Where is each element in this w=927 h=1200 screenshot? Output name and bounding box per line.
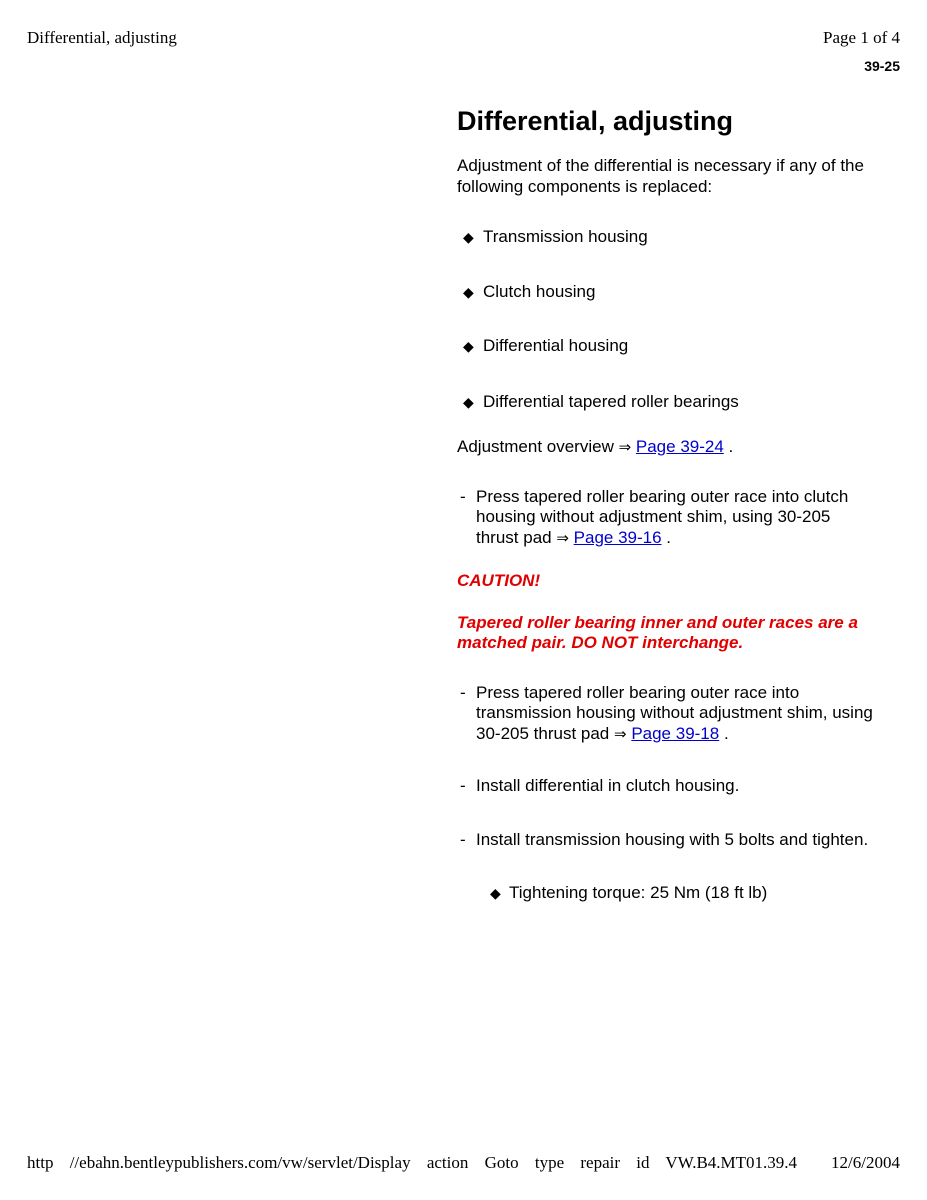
step-item <box>457 776 877 797</box>
torque-spec: Tightening torque: 25 Nm (18 ft lb) <box>509 883 768 902</box>
component-label: Differential housing <box>483 336 629 355</box>
step-item <box>457 487 877 549</box>
list-item <box>457 883 877 904</box>
period: . <box>666 527 672 547</box>
step-dash: - <box>460 829 466 849</box>
arrow-right-icon: ⇒ <box>556 528 569 547</box>
main-content <box>457 104 877 904</box>
period: . <box>728 437 734 456</box>
intro-paragraph: Adjustment of the differential is necessary if any of the following components is replaced: <box>457 156 864 196</box>
step-dash: - <box>460 776 466 795</box>
step-item <box>457 830 877 851</box>
header-doc-title: Differential, adjusting <box>27 28 177 47</box>
diamond-bullet-icon: ◆ <box>463 229 474 245</box>
diamond-bullet-icon: ◆ <box>463 338 474 354</box>
component-label: Differential tapered roller bearings <box>483 391 739 411</box>
arrow-right-icon: ⇒ <box>614 724 627 743</box>
step-text: Press tapered roller bearing outer race into clutch housing without adjustment shim, using 30-205 thrust pad <box>476 486 849 547</box>
period: . <box>723 723 729 743</box>
arrow-right-icon: ⇒ <box>618 438 632 456</box>
step-item <box>457 683 877 745</box>
diamond-bullet-icon: ◆ <box>490 885 501 901</box>
step1-page-link[interactable]: Page 39-16 <box>573 527 662 547</box>
step-dash: - <box>460 682 466 702</box>
list-item <box>457 392 877 413</box>
header-page-indicator: Page 1 of 4 <box>823 28 900 47</box>
caution-text: Tapered roller bearing inner and outer races are a matched pair. DO NOT interchange. <box>457 612 858 652</box>
list-item <box>457 336 877 357</box>
step-text: Install differential in clutch housing. <box>476 776 740 795</box>
component-label: Clutch housing <box>483 281 596 301</box>
overview-line <box>457 437 877 458</box>
list-item <box>457 282 877 303</box>
step2-page-link[interactable]: Page 39-18 <box>631 723 720 743</box>
list-item <box>457 227 877 248</box>
step-dash: - <box>460 486 466 506</box>
step-text: Install transmission housing with 5 bolts and tighten. <box>476 829 869 849</box>
diamond-bullet-icon: ◆ <box>463 393 474 410</box>
page-code: 39-25 <box>864 58 900 74</box>
step-text: Press tapered roller bearing outer race into transmission housing without adjustment shim, using 30-205 thrust pad <box>476 682 873 743</box>
overview-text: Adjustment overview <box>457 437 614 456</box>
diamond-bullet-icon: ◆ <box>463 283 474 300</box>
overview-page-link[interactable]: Page 39-24 <box>635 437 724 456</box>
footer-date: 12/6/2004 <box>831 1153 900 1172</box>
footer-url: http //ebahn.bentleypublishers.com/vw/servlet/Display action Goto type repair id VW.B4.MT01.39.4 <box>27 1153 798 1172</box>
component-label: Transmission housing <box>483 227 648 246</box>
caution-title: CAUTION! <box>457 571 541 590</box>
page-title: Differential, adjusting <box>457 106 734 136</box>
